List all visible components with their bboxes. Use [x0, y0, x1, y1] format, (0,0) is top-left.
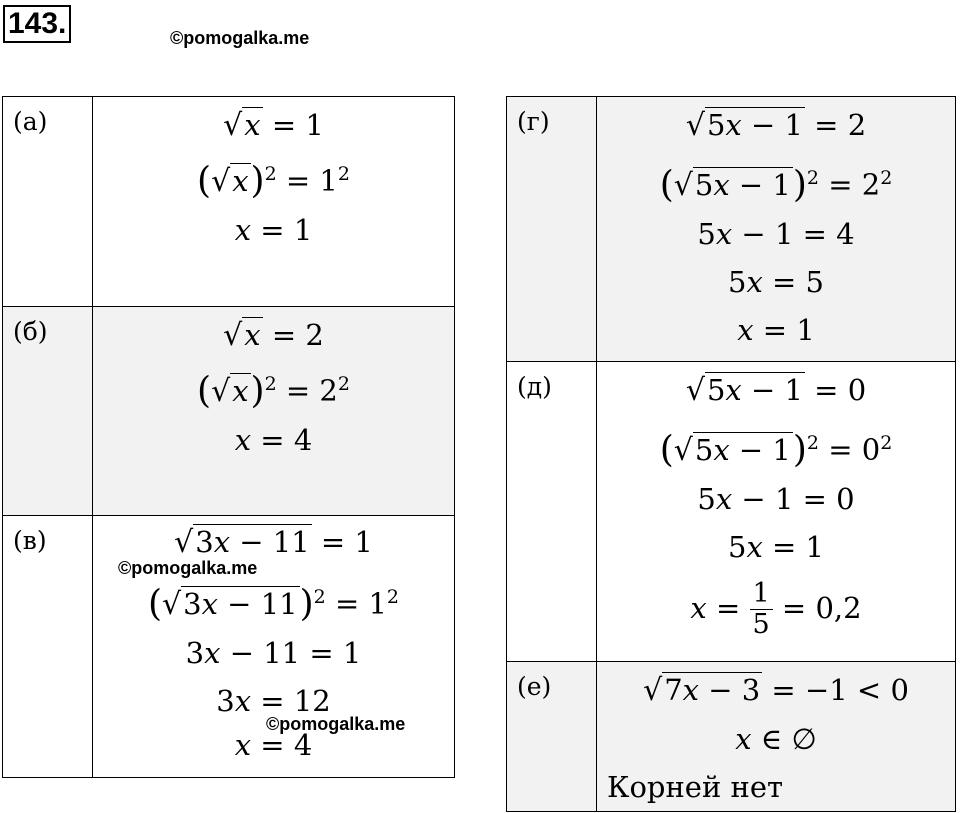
equation-line: √5x − 1 = 0 [685, 373, 867, 408]
solution-row-b [3, 307, 455, 516]
row-solution [597, 662, 956, 812]
watermark-middle: ©pomogalka.me [118, 558, 258, 578]
equation-line: √5x − 1 = 2 [685, 108, 867, 143]
watermark-bottom: ©pomogalka.me [266, 714, 406, 734]
equation-line: x = 4 [234, 727, 313, 762]
equation-line: x = 1 [234, 212, 313, 247]
watermark-top: ©pomogalka.me [170, 28, 310, 48]
equation-line: $(√x)^2 = 2^2$ [197, 370, 350, 412]
equation-line: √x = 2 [223, 318, 324, 353]
equation-line: 5x = 1 [728, 529, 824, 564]
equation-line: $(√3x - 11)^2 = 1^2$ [147, 583, 400, 625]
equation-line: x = 4 [234, 422, 313, 457]
row-solution [597, 362, 956, 662]
row-label: (д) [507, 362, 597, 662]
equation-line: 3x = 12 [216, 683, 331, 718]
equation-line: $(√5x - 1)^2 = 0^2$ [659, 429, 893, 471]
left-solution-table [2, 96, 455, 778]
row-label: (б) [3, 307, 93, 516]
equation-line: $(√x)^2 = 1^2$ [197, 160, 350, 202]
solution-row-g [507, 97, 956, 362]
equation-line: 5x = 5 [728, 264, 824, 299]
equation-line: 5x − 1 = 4 [697, 216, 855, 251]
equation-line: 3x − 11 = 1 [185, 635, 362, 670]
equation-line: √x = 1 [223, 108, 324, 143]
row-label: (е) [507, 662, 597, 812]
row-label: (в) [3, 516, 93, 778]
solution-row-v [3, 516, 455, 778]
equation-line: x ∈ ∅ [735, 722, 817, 756]
equation-line: x = 1 [737, 312, 815, 347]
solution-row-a [3, 97, 455, 307]
equation-line: x = $\frac{1}{5}$ = 0,2 [690, 578, 862, 641]
solution-row-e [507, 662, 956, 812]
equation-line: √7x − 3 = −1 < 0 [643, 673, 909, 708]
equation-line: $(√5x - 1)^2 = 2^2$ [659, 164, 893, 206]
row-solution [597, 97, 956, 362]
row-solution [93, 307, 455, 516]
row-solution [93, 516, 455, 778]
solution-row-d [507, 362, 956, 662]
equation-line: 5x − 1 = 0 [697, 481, 855, 516]
exercise-number: 143. [3, 5, 71, 43]
row-label: (г) [507, 97, 597, 362]
right-solution-table [506, 96, 956, 812]
equation-line: √3x − 11 = 1 [174, 525, 373, 560]
no-roots-note: Корней нет [607, 770, 784, 804]
row-label: (а) [3, 97, 93, 307]
row-solution [93, 97, 455, 307]
